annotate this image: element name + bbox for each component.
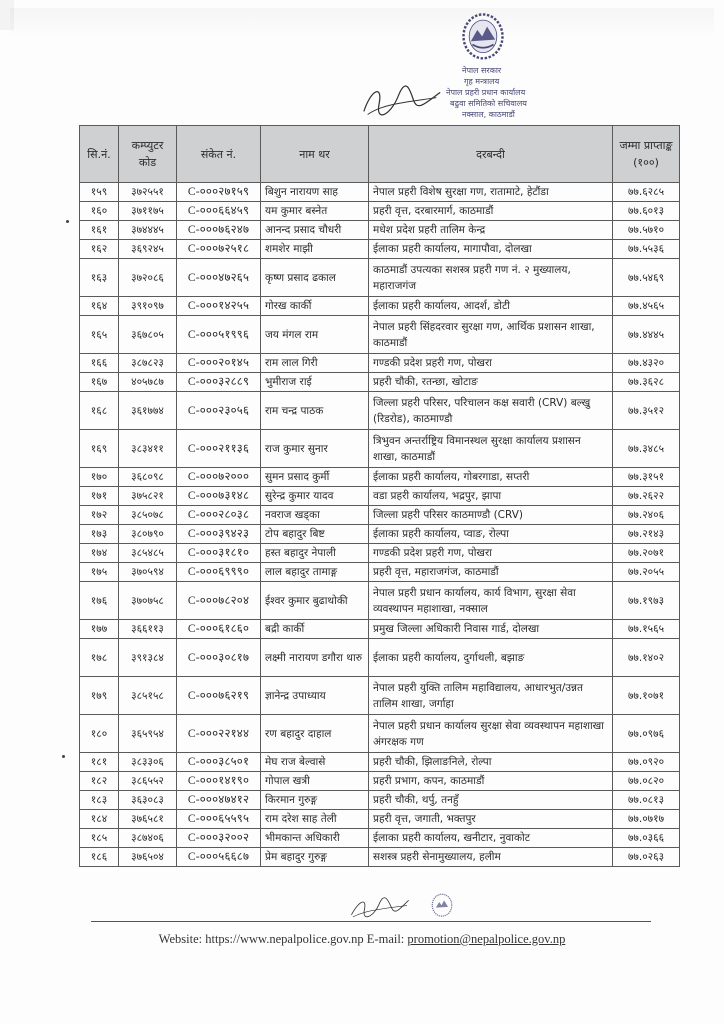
total-marks-cell: ७७.३६२८ bbox=[613, 373, 680, 392]
posting-cell: सशस्त्र प्रहरी सेनामुख्यालय, हलीम bbox=[369, 848, 613, 867]
symbol-no-cell: C-०००५१९९६ bbox=[177, 316, 261, 354]
nepal-emblem-stamp-icon bbox=[458, 12, 508, 64]
name-cell: राज कुमार सुनार bbox=[261, 430, 369, 468]
posting-cell: गण्डकी प्रदेश प्रहरी गण, पोखरा bbox=[369, 544, 613, 563]
name-cell: लक्ष्मी नारायण डगौरा थारु bbox=[261, 639, 369, 677]
total-marks-cell: ७७.५५३६ bbox=[613, 240, 680, 259]
name-cell: नवराज खड्का bbox=[261, 506, 369, 525]
email-link[interactable]: promotion@nepalpolice.gov.np bbox=[407, 932, 566, 946]
website-label: Website: bbox=[158, 932, 203, 946]
table-row bbox=[80, 525, 680, 544]
table-row bbox=[80, 430, 680, 468]
serial-cell: १७५ bbox=[80, 563, 119, 582]
table-row bbox=[80, 202, 680, 221]
computer-code-cell: ३८७४०६ bbox=[119, 829, 177, 848]
computer-code-cell: ३८५१५८ bbox=[119, 677, 177, 715]
name-cell: किरमान गुरुङ्ग bbox=[261, 791, 369, 810]
total-marks-cell: ७७.०८२० bbox=[613, 772, 680, 791]
table-row bbox=[80, 677, 680, 715]
total-marks-cell: ७७.१९७३ bbox=[613, 582, 680, 620]
symbol-no-cell: C-०००७२००० bbox=[177, 468, 261, 487]
scan-edge-shadow bbox=[0, 0, 14, 30]
computer-code-cell: ३६८०९८ bbox=[119, 468, 177, 487]
total-marks-cell: ७७.२४०६ bbox=[613, 506, 680, 525]
table-row bbox=[80, 487, 680, 506]
posting-cell: नेपाल प्रहरी युक्ति तालिम महाविद्यालय, आधारभुत/उन्नत तालिम शाखा, जर्गाहा bbox=[369, 677, 613, 715]
symbol-no-cell: C-०००७८२०४ bbox=[177, 582, 261, 620]
computer-code-cell: ३७०५९४ bbox=[119, 563, 177, 582]
table-row bbox=[80, 259, 680, 297]
table-row bbox=[80, 772, 680, 791]
symbol-no-cell: C-०००१४१९० bbox=[177, 772, 261, 791]
table-row bbox=[80, 240, 680, 259]
total-marks-cell: ७७.२०५५ bbox=[613, 563, 680, 582]
symbol-no-cell: C-०००७६२४७ bbox=[177, 221, 261, 240]
total-marks-cell: ७७.२०७१ bbox=[613, 544, 680, 563]
table-row bbox=[80, 829, 680, 848]
computer-code-cell: ३९१३८४ bbox=[119, 639, 177, 677]
total-marks-cell: ७७.५७१० bbox=[613, 221, 680, 240]
posting-cell: नेपाल प्रहरी विशेष सुरक्षा गण, रातामाटे, हेटौंडा bbox=[369, 183, 613, 202]
posting-cell: प्रहरी वृत्त, जगाती, भक्तपुर bbox=[369, 810, 613, 829]
posting-cell: प्रहरी वृत्त, दरबारमार्ग, काठमाडौं bbox=[369, 202, 613, 221]
posting-cell: ईलाका प्रहरी कार्यालय, प्वाङ, रोल्पा bbox=[369, 525, 613, 544]
stamp-line-2: गृह मन्त्रालय bbox=[464, 77, 500, 86]
name-cell: गोरख कार्की bbox=[261, 297, 369, 316]
computer-code-cell: ३८६५५२ bbox=[119, 772, 177, 791]
serial-cell: १६० bbox=[80, 202, 119, 221]
computer-code-cell: ३७५८२१ bbox=[119, 487, 177, 506]
name-cell: राम लाल गिरी bbox=[261, 354, 369, 373]
promotion-results-table bbox=[79, 125, 680, 867]
name-cell: टोप बहादुर बिष्ट bbox=[261, 525, 369, 544]
table-row bbox=[80, 753, 680, 772]
computer-code-cell: ३७६५०४ bbox=[119, 848, 177, 867]
signature-bottom-icon bbox=[340, 893, 420, 919]
computer-code-cell: ३७२५५१ bbox=[119, 183, 177, 202]
nepal-emblem-stamp-bottom-icon bbox=[430, 893, 454, 919]
table-row bbox=[80, 639, 680, 677]
table-row bbox=[80, 848, 680, 867]
footer bbox=[0, 932, 724, 947]
total-marks-cell: ७७.१०७१ bbox=[613, 677, 680, 715]
stamp-line-4: बढुवा समितिको सचिवालय bbox=[450, 99, 527, 108]
name-cell: सुरेन्द्र कुमार यादव bbox=[261, 487, 369, 506]
website-link[interactable]: https://www.nepalpolice.gov.np bbox=[205, 932, 364, 946]
posting-cell: नेपाल प्रहरी सिंहदरवार सुरक्षा गण, आर्थिक प्रशासन शाखा, काठमाडौं bbox=[369, 316, 613, 354]
total-marks-cell: ७७.६०१३ bbox=[613, 202, 680, 221]
table-row bbox=[80, 221, 680, 240]
name-cell: लाल बहादुर तामाङ्ग bbox=[261, 563, 369, 582]
name-cell: बद्री कार्की bbox=[261, 620, 369, 639]
total-marks-cell: ७७.३१५१ bbox=[613, 468, 680, 487]
symbol-no-cell: C-०००२११३६ bbox=[177, 430, 261, 468]
email-label: E-mail: bbox=[366, 932, 405, 946]
scan-bleed bbox=[10, 8, 714, 38]
symbol-no-cell: C-०००३२८८९ bbox=[177, 373, 261, 392]
serial-cell: १७४ bbox=[80, 544, 119, 563]
posting-cell: ईलाका प्रहरी कार्यालय, आदर्श, डोटी bbox=[369, 297, 613, 316]
total-marks-cell: ७७.६२८५ bbox=[613, 183, 680, 202]
serial-cell: १८६ bbox=[80, 848, 119, 867]
serial-cell: १६६ bbox=[80, 354, 119, 373]
name-cell: प्रेम बहादुर गुरुङ्ग bbox=[261, 848, 369, 867]
total-marks-cell: ७७.०९७६ bbox=[613, 715, 680, 753]
symbol-no-cell: C-०००३८५०१ bbox=[177, 753, 261, 772]
serial-cell: १८० bbox=[80, 715, 119, 753]
name-cell: कृष्ण प्रसाद ढकाल bbox=[261, 259, 369, 297]
posting-cell: त्रिभुवन अन्तर्राष्ट्रिय विमानस्थल सुरक्षा कार्यालय प्रशासन शाखा, काठमाडौं bbox=[369, 430, 613, 468]
posting-cell: प्रहरी प्रभाग, कपन, काठमाडौं bbox=[369, 772, 613, 791]
posting-cell: प्रहरी चौकी, झिलाङनिले, रोल्पा bbox=[369, 753, 613, 772]
stamp-line-3: नेपाल प्रहरी प्रधान कार्यालय bbox=[446, 88, 526, 97]
margin-mark bbox=[62, 755, 65, 758]
posting-cell: नेपाल प्रहरी प्रधान कार्यालय, कार्य विभाग, सुरक्षा सेवा व्यवस्थापन महाशाखा, नक्साल bbox=[369, 582, 613, 620]
serial-cell: १६९ bbox=[80, 430, 119, 468]
posting-cell: जिल्ला प्रहरी परिसर काठमाण्डौ (CRV) bbox=[369, 506, 613, 525]
symbol-no-cell: C-०००७२५१८ bbox=[177, 240, 261, 259]
computer-code-cell: ३८३४११ bbox=[119, 430, 177, 468]
name-cell: हस्त बहादुर नेपाली bbox=[261, 544, 369, 563]
serial-cell: १७१ bbox=[80, 487, 119, 506]
posting-cell: वडा प्रहरी कार्यालय, भद्रपुर, झापा bbox=[369, 487, 613, 506]
serial-cell: १८५ bbox=[80, 829, 119, 848]
total-marks-cell: ७७.५४६९ bbox=[613, 259, 680, 297]
footer-divider bbox=[91, 921, 651, 922]
posting-cell: ईलाका प्रहरी कार्यालय, खनीटार, नुवाकोट bbox=[369, 829, 613, 848]
total-marks-cell: ७७.०२६३ bbox=[613, 848, 680, 867]
symbol-no-cell: C-०००७६२१९ bbox=[177, 677, 261, 715]
computer-code-cell: ३७२०८६ bbox=[119, 259, 177, 297]
symbol-no-cell: C-०००३१८१० bbox=[177, 544, 261, 563]
serial-cell: १६७ bbox=[80, 373, 119, 392]
posting-cell: मधेश प्रदेश प्रहरी तालिम केन्द्र bbox=[369, 221, 613, 240]
stamp-line-1: नेपाल सरकार bbox=[462, 66, 502, 75]
name-cell: आनन्द प्रसाद चौधरी bbox=[261, 221, 369, 240]
computer-code-cell: ३६९२४५ bbox=[119, 240, 177, 259]
name-cell: ज्ञानेन्द्र उपाध्याय bbox=[261, 677, 369, 715]
posting-cell: जिल्ला प्रहरी परिसर, परिचालन कक्ष सवारी (CRV) बल्खु (रिडरोड), काठमाण्डौ bbox=[369, 392, 613, 430]
name-cell: भुमीराज राई bbox=[261, 373, 369, 392]
table-row bbox=[80, 468, 680, 487]
computer-code-cell: ३७६५८१ bbox=[119, 810, 177, 829]
total-marks-cell: ७७.२६२२ bbox=[613, 487, 680, 506]
symbol-no-cell: C-०००६६४५९ bbox=[177, 202, 261, 221]
computer-code-cell: ३८३३०६ bbox=[119, 753, 177, 772]
serial-cell: १७० bbox=[80, 468, 119, 487]
header-serial: सि.नं. bbox=[80, 126, 119, 183]
posting-cell: प्रहरी चौकी, थर्पु, तनहुँ bbox=[369, 791, 613, 810]
table-row bbox=[80, 373, 680, 392]
serial-cell: १७९ bbox=[80, 677, 119, 715]
computer-code-cell: ३६३०८३ bbox=[119, 791, 177, 810]
header-posting: दरबन्दी bbox=[369, 126, 613, 183]
serial-cell: १७६ bbox=[80, 582, 119, 620]
name-cell: शमशेर माझी bbox=[261, 240, 369, 259]
total-marks-cell: ७७.४५६५ bbox=[613, 297, 680, 316]
serial-cell: १७७ bbox=[80, 620, 119, 639]
header-computer-code: कम्प्युटर कोड bbox=[119, 126, 177, 183]
serial-cell: १६१ bbox=[80, 221, 119, 240]
table-row bbox=[80, 544, 680, 563]
posting-cell: नेपाल प्रहरी प्रधान कार्यालय सुरक्षा सेवा व्यवस्थापन महाशाखा अंगरक्षक गण bbox=[369, 715, 613, 753]
computer-code-cell: ३८०७९० bbox=[119, 525, 177, 544]
total-marks-cell: ७७.०३६६ bbox=[613, 829, 680, 848]
posting-cell: प्रहरी चौकी, रतन्छा, खोटाङ bbox=[369, 373, 613, 392]
table-row bbox=[80, 392, 680, 430]
serial-cell: १८४ bbox=[80, 810, 119, 829]
serial-cell: १६५ bbox=[80, 316, 119, 354]
symbol-no-cell: C-०००७३१४८ bbox=[177, 487, 261, 506]
symbol-no-cell: C-०००५६६८७ bbox=[177, 848, 261, 867]
total-marks-cell: ७७.४४४५ bbox=[613, 316, 680, 354]
total-marks-cell: ७७.१५६५ bbox=[613, 620, 680, 639]
serial-cell: १७३ bbox=[80, 525, 119, 544]
serial-cell: १६३ bbox=[80, 259, 119, 297]
total-marks-cell: ७७.०९२० bbox=[613, 753, 680, 772]
serial-cell: १८१ bbox=[80, 753, 119, 772]
name-cell: बिशुन नारायण साह bbox=[261, 183, 369, 202]
header-symbol-no: संकेत नं. bbox=[177, 126, 261, 183]
name-cell: मेघ राज बेल्वासे bbox=[261, 753, 369, 772]
name-cell: गोपाल खत्री bbox=[261, 772, 369, 791]
table-row bbox=[80, 620, 680, 639]
total-marks-cell: ७७.४३२० bbox=[613, 354, 680, 373]
symbol-no-cell: C-०००४७२६५ bbox=[177, 259, 261, 297]
posting-cell: प्रहरी वृत्त, महाराजगंज, काठमाडौं bbox=[369, 563, 613, 582]
header-total-marks: जम्मा प्राप्ताङ्क (१००) bbox=[613, 126, 680, 183]
computer-code-cell: ३६६११३ bbox=[119, 620, 177, 639]
name-cell: राम दरेश साह तेली bbox=[261, 810, 369, 829]
posting-cell: गण्डकी प्रदेश प्रहरी गण, पोखरा bbox=[369, 354, 613, 373]
posting-cell: ईलाका प्रहरी कार्यालय, गोबरगाडा, सप्तरी bbox=[369, 468, 613, 487]
total-marks-cell: ७७.२१४३ bbox=[613, 525, 680, 544]
computer-code-cell: ४०५७८७ bbox=[119, 373, 177, 392]
posting-cell: ईलाका प्रहरी कार्यालय, मागापौवा, दोलखा bbox=[369, 240, 613, 259]
computer-code-cell: ३६७८०५ bbox=[119, 316, 177, 354]
symbol-no-cell: C-०००६१८६० bbox=[177, 620, 261, 639]
serial-cell: १६२ bbox=[80, 240, 119, 259]
table-row bbox=[80, 354, 680, 373]
computer-code-cell: ३८५४८५ bbox=[119, 544, 177, 563]
computer-code-cell: ३६१७७४ bbox=[119, 392, 177, 430]
name-cell: सुमन प्रसाद कुर्मी bbox=[261, 468, 369, 487]
serial-cell: १६४ bbox=[80, 297, 119, 316]
serial-cell: १६८ bbox=[80, 392, 119, 430]
computer-code-cell: ३८७८२३ bbox=[119, 354, 177, 373]
symbol-no-cell: C-०००३९४२३ bbox=[177, 525, 261, 544]
table-row bbox=[80, 810, 680, 829]
serial-cell: १८३ bbox=[80, 791, 119, 810]
symbol-no-cell: C-०००१४२५५ bbox=[177, 297, 261, 316]
posting-cell: प्रमुख जिल्ला अधिकारी निवास गार्ड, दोलखा bbox=[369, 620, 613, 639]
posting-cell: ईलाका प्रहरी कार्यालय, दुर्गाथली, बझाङ bbox=[369, 639, 613, 677]
symbol-no-cell: C-०००२८०३८ bbox=[177, 506, 261, 525]
stamp-line-5: नक्साल, काठमाडौं bbox=[462, 110, 515, 119]
name-cell: यम कुमार बस्नेत bbox=[261, 202, 369, 221]
total-marks-cell: ७७.३५१२ bbox=[613, 392, 680, 430]
name-cell: जय मंगल राम bbox=[261, 316, 369, 354]
name-cell: रण बहादुर दाहाल bbox=[261, 715, 369, 753]
table-row bbox=[80, 316, 680, 354]
computer-code-cell: ३६५९५४ bbox=[119, 715, 177, 753]
symbol-no-cell: C-०००२२१४४ bbox=[177, 715, 261, 753]
total-marks-cell: ७७.०८१३ bbox=[613, 791, 680, 810]
table-row bbox=[80, 791, 680, 810]
symbol-no-cell: C-०००२३०५६ bbox=[177, 392, 261, 430]
table-row bbox=[80, 297, 680, 316]
total-marks-cell: ७७.०७१७ bbox=[613, 810, 680, 829]
symbol-no-cell: C-०००३०८१७ bbox=[177, 639, 261, 677]
name-cell: भीमकान्त अधिकारी bbox=[261, 829, 369, 848]
serial-cell: १५९ bbox=[80, 183, 119, 202]
computer-code-cell: ३७११७५ bbox=[119, 202, 177, 221]
computer-code-cell: ३९१०९७ bbox=[119, 297, 177, 316]
computer-code-cell: ३७४४४५ bbox=[119, 221, 177, 240]
symbol-no-cell: C-०००६५५९५ bbox=[177, 810, 261, 829]
margin-mark bbox=[66, 220, 69, 223]
signature-top-icon bbox=[360, 80, 444, 120]
total-marks-cell: ७७.१४०२ bbox=[613, 639, 680, 677]
table-row bbox=[80, 563, 680, 582]
symbol-no-cell: C-०००३२००२ bbox=[177, 829, 261, 848]
table-row bbox=[80, 183, 680, 202]
serial-cell: १८२ bbox=[80, 772, 119, 791]
name-cell: ईश्वर कुमार बुढाथोकी bbox=[261, 582, 369, 620]
table-row bbox=[80, 715, 680, 753]
symbol-no-cell: C-०००६९९९० bbox=[177, 563, 261, 582]
symbol-no-cell: C-०००४७४१२ bbox=[177, 791, 261, 810]
header-name: नाम थर bbox=[261, 126, 369, 183]
table-row bbox=[80, 582, 680, 620]
table-header-row bbox=[80, 126, 680, 183]
table-row bbox=[80, 506, 680, 525]
symbol-no-cell: C-०००२०१४५ bbox=[177, 354, 261, 373]
posting-cell: काठमाडौं उपत्यका सशस्त्र प्रहरी गण नं. २ मुख्यालय, महाराजगंज bbox=[369, 259, 613, 297]
serial-cell: १७२ bbox=[80, 506, 119, 525]
name-cell: राम चन्द्र पाठक bbox=[261, 392, 369, 430]
computer-code-cell: ३७०७५८ bbox=[119, 582, 177, 620]
symbol-no-cell: C-०००२७१५९ bbox=[177, 183, 261, 202]
serial-cell: १७८ bbox=[80, 639, 119, 677]
total-marks-cell: ७७.३४८५ bbox=[613, 430, 680, 468]
computer-code-cell: ३८५०७८ bbox=[119, 506, 177, 525]
